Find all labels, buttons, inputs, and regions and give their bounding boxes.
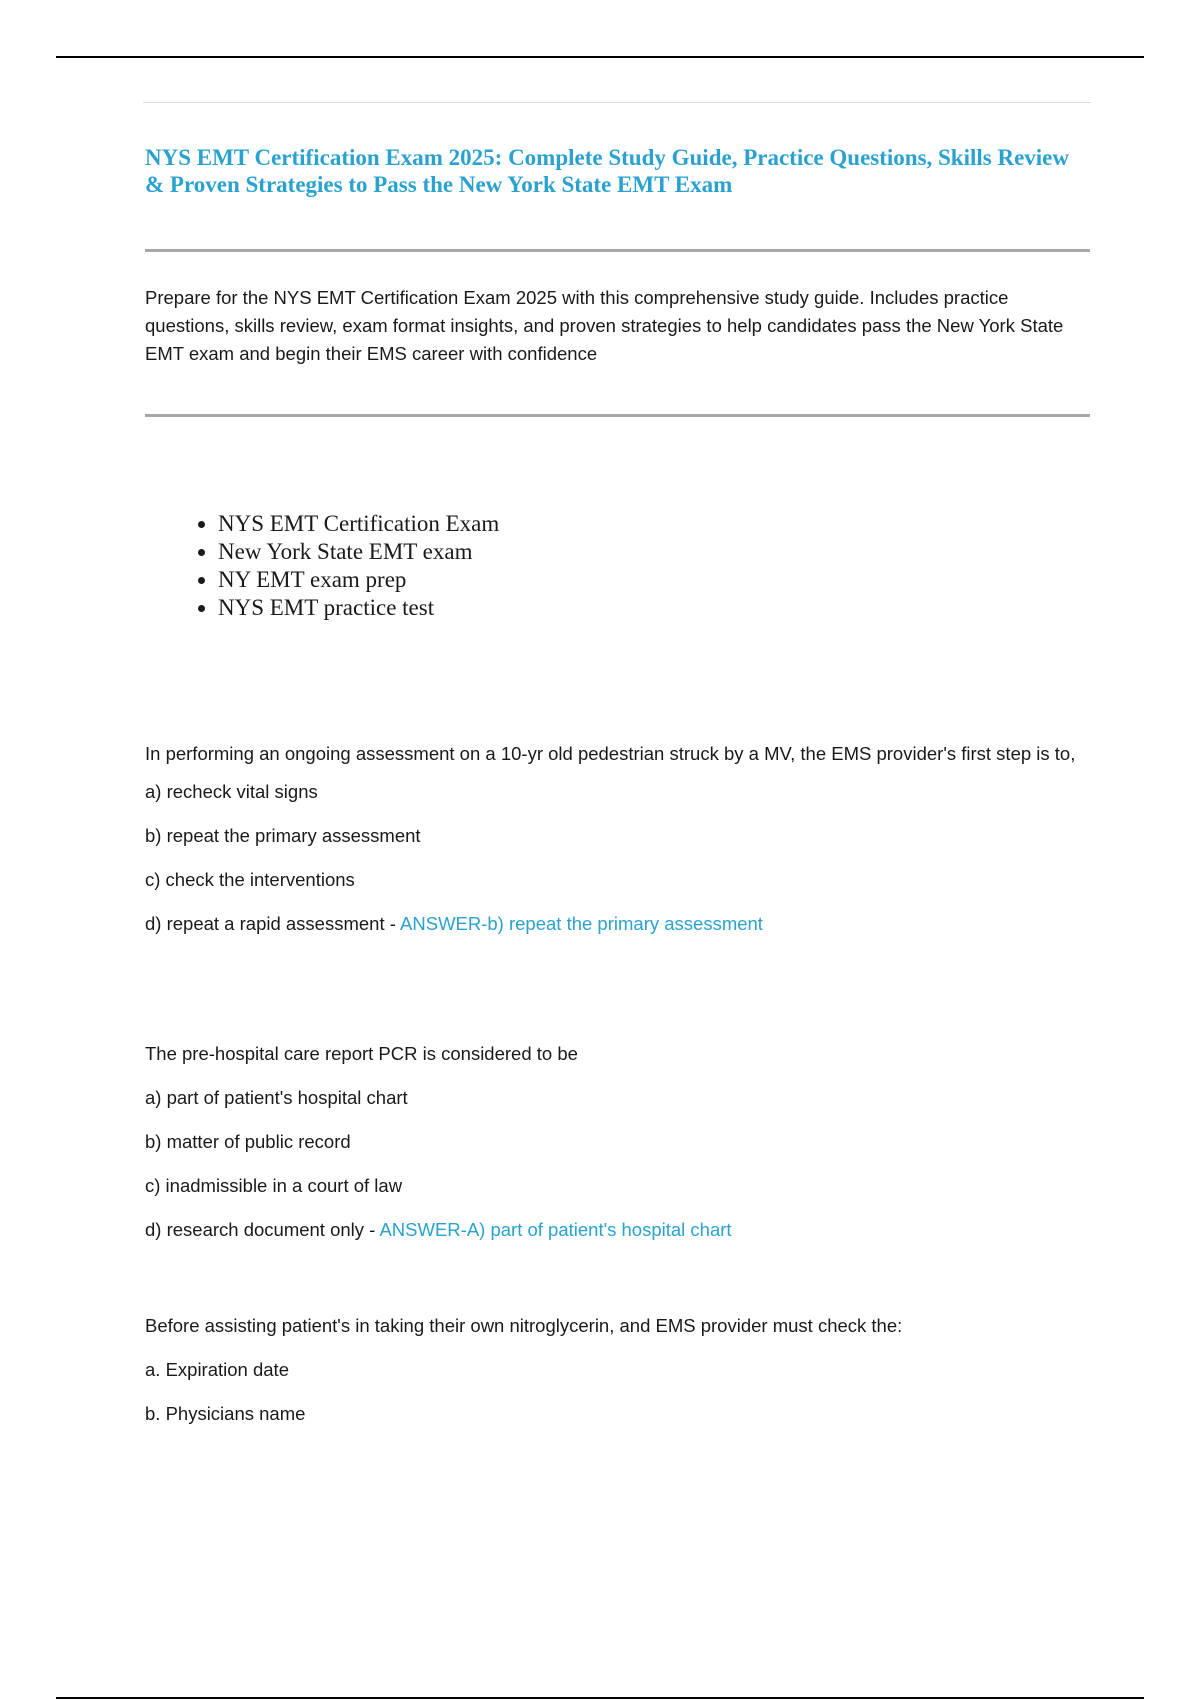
keyword-item: • NY EMT exam prep bbox=[218, 566, 499, 594]
page-title: NYS EMT Certification Exam 2025: Complete Study Guide, Practice Questions, Skills Review & Proven Strategies to Pass the New York State EMT Exam bbox=[145, 145, 1069, 197]
question-1 bbox=[145, 739, 1085, 935]
keyword-item: • NYS EMT practice test bbox=[218, 594, 499, 622]
page-top-rule bbox=[56, 56, 1144, 58]
question-option: b) matter of public record bbox=[145, 1131, 351, 1152]
question-stem: In performing an ongoing assessment on a 10-yr old pedestrian struck by a MV, the EMS provider's first step is to, bbox=[145, 743, 1076, 764]
question-option-with-answer bbox=[145, 1219, 1085, 1241]
question-stem: The pre-hospital care report PCR is considered to be bbox=[145, 1043, 578, 1064]
keyword-list bbox=[178, 510, 499, 622]
keyword-item: • New York State EMT exam bbox=[218, 538, 499, 566]
answer-text: ANSWER-A) part of patient's hospital chart bbox=[379, 1219, 732, 1240]
question-option: c) check the interventions bbox=[145, 869, 355, 890]
intro-paragraph: Prepare for the NYS EMT Certification Exam 2025 with this comprehensive study guide. Includes practice questions, skills review, exam format insights, and proven strategies to help candidates pass the New York State EMT exam and begin their EMS career with confidence bbox=[145, 287, 1064, 364]
section-divider-top bbox=[145, 249, 1090, 252]
question-3 bbox=[145, 1315, 1085, 1425]
question-2 bbox=[145, 1043, 1085, 1241]
question-option: b. Physicians name bbox=[145, 1403, 306, 1424]
question-option: a) part of patient's hospital chart bbox=[145, 1087, 408, 1108]
question-option: b) repeat the primary assessment bbox=[145, 825, 421, 846]
answer-text: ANSWER-b) repeat the primary assessment bbox=[400, 913, 763, 934]
question-option: d) repeat a rapid assessment - bbox=[145, 913, 401, 934]
question-option: a. Expiration date bbox=[145, 1359, 289, 1380]
header-divider bbox=[143, 102, 1091, 103]
question-option: a) recheck vital signs bbox=[145, 781, 318, 802]
keyword-item: • NYS EMT Certification Exam bbox=[218, 510, 499, 538]
question-option: c) inadmissible in a court of law bbox=[145, 1175, 403, 1196]
question-option-with-answer bbox=[145, 913, 1085, 935]
question-option: d) research document only - bbox=[145, 1219, 380, 1240]
page-bottom-rule bbox=[56, 1697, 1144, 1699]
section-divider-bottom bbox=[145, 414, 1090, 417]
question-stem: Before assisting patient's in taking their own nitroglycerin, and EMS provider must check the: bbox=[145, 1315, 903, 1336]
